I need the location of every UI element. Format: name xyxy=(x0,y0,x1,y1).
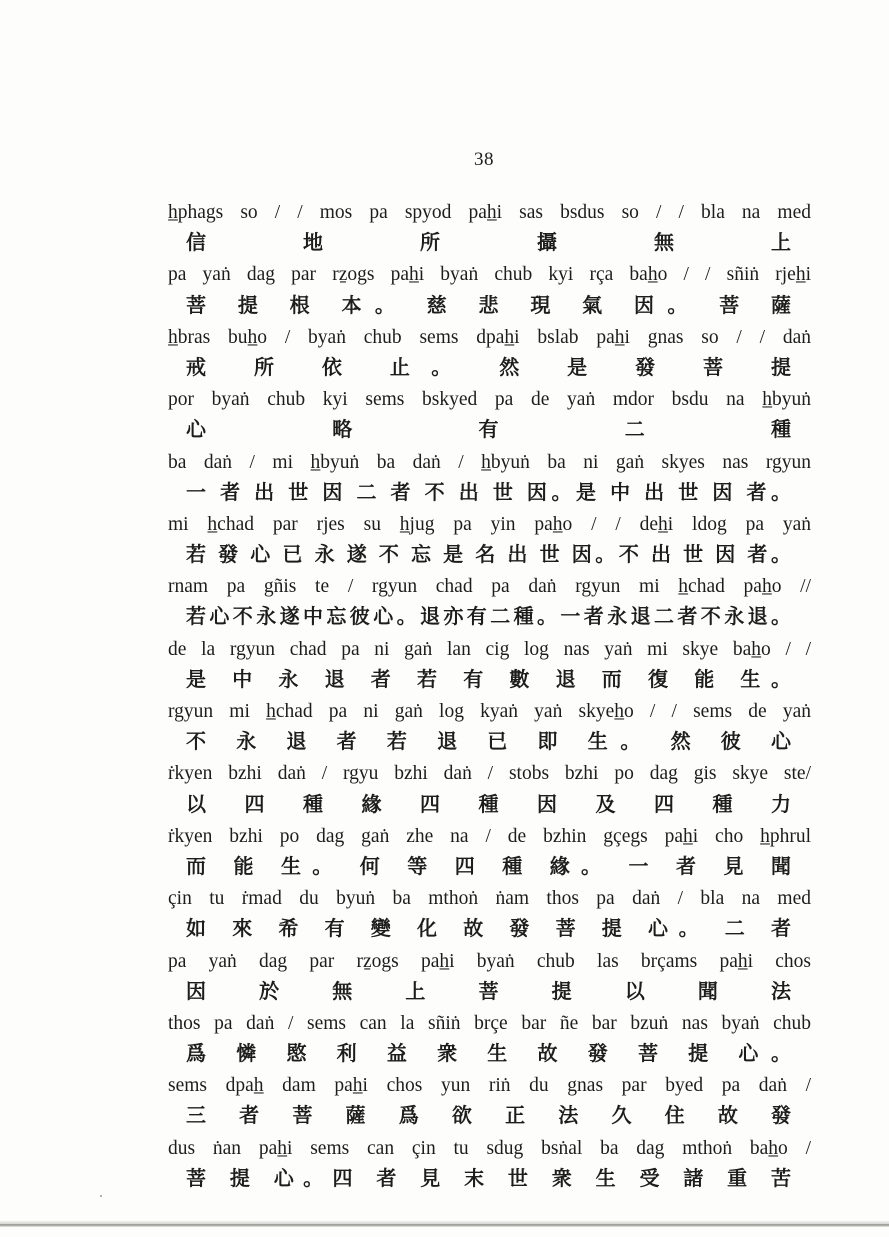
passage xyxy=(168,696,811,758)
transliteration-line: thos pa daṅ / sems can la sñiṅ brçe bar ñe bar bzuṅ nas byaṅ chub xyxy=(168,1012,811,1034)
passage xyxy=(168,634,811,696)
chinese-line: 而 能 生。 何 等 四 種 緣。 一 者 見 聞 xyxy=(186,855,791,878)
chinese-line: 菩 提 心。四 者 見 末 世 衆 生 受 諸 重 苦 xyxy=(186,1167,791,1190)
transliteration-line: çin tu ṙmad du byuṅ ba mthoṅ ṅam thos pa daṅ / bla na med xyxy=(168,888,811,910)
transliteration-line: ṙkyen bzhi po dag gaṅ zhe na / de bzhin gçegs pah̲i cho h̲phrul xyxy=(168,825,811,847)
chinese-line: 是 中 永 退 者 若 有 數 退 而 復 能 生。 xyxy=(186,668,791,691)
transliteration-line: ba daṅ / mi h̲byuṅ ba daṅ / h̲byuṅ ba ni gaṅ skyes nas rgyun xyxy=(168,451,811,473)
transliteration-line: mi h̲chad par rjes su h̲jug pa yin pah̲o / / deh̲i ldog pa yaṅ xyxy=(168,513,811,535)
scan-edge-line xyxy=(0,1221,889,1227)
passage xyxy=(168,883,811,945)
transliteration-line: rnam pa gñis te / rgyun chad pa daṅ rgyun mi h̲chad pah̲o // xyxy=(168,576,811,598)
passage xyxy=(168,259,811,321)
chinese-line: 戒 所 依 止。 然 是 發 菩 提 xyxy=(186,356,791,379)
transliteration-line: h̲phags so / / mos pa spyod pah̲i sas bsdus so / / bla na med xyxy=(168,202,811,223)
chinese-line: 心 略 有 二 種 xyxy=(186,419,791,442)
passage xyxy=(168,197,811,259)
chinese-line: 若 發 心 已 永 遂 不 忘 是 名 出 世 因。不 出 世 因 者。 xyxy=(186,544,791,567)
passage xyxy=(168,946,811,1008)
scan-speck xyxy=(100,1195,102,1197)
text-block xyxy=(168,197,811,1195)
transliteration-line: ṙkyen bzhi daṅ / rgyu bzhi daṅ / stobs bzhi po dag gis skye ste/ xyxy=(168,763,811,785)
chinese-line: 爲 憐 愍 利 益 衆 生 故 發 菩 提 心。 xyxy=(186,1043,791,1066)
chinese-line: 因 於 無 上 菩 提 以 聞 法 xyxy=(186,980,791,1003)
transliteration-line: de la rgyun chad pa ni gaṅ lan cig log nas yaṅ mi skye bah̲o / / xyxy=(168,638,811,660)
chinese-line: 三 者 菩 薩 爲 欲 正 法 久 住 故 發 xyxy=(186,1105,791,1128)
chinese-line: 信 地 所 攝 無 上 xyxy=(186,232,791,255)
transliteration-line: pa yaṅ dag par rẕogs pah̲i byaṅ chub kyi rça bah̲o / / sñiṅ rjeh̲i xyxy=(168,264,811,286)
passage xyxy=(168,1070,811,1132)
passage xyxy=(168,447,811,509)
passage xyxy=(168,758,811,820)
chinese-line: 若心不永遂中忘彼心。退亦有二種。一者永退二者不永退。 xyxy=(186,606,791,629)
chinese-line: 菩 提 根 本。 慈 悲 現 氣 因。 菩 薩 xyxy=(186,294,791,317)
chinese-line: 如 來 希 有 變 化 故 發 菩 提 心。 二 者 xyxy=(186,918,791,941)
chinese-line: 不 永 退 者 若 退 已 即 生。 然 彼 心 xyxy=(186,731,791,754)
transliteration-line: pa yaṅ dag par rẕogs pah̲i byaṅ chub las brçams pah̲i chos xyxy=(168,950,811,972)
transliteration-line: dus ṅan pah̲i sems can çin tu sdug bsṅal ba dag mthoṅ bah̲o / xyxy=(168,1137,811,1159)
transliteration-line: h̲bras buh̲o / byaṅ chub sems dpah̲i bslab pah̲i gnas so / / daṅ xyxy=(168,326,811,348)
chinese-line: 一 者 出 世 因 二 者 不 出 世 因。是 中 出 世 因 者。 xyxy=(186,481,791,504)
passage xyxy=(168,509,811,571)
passage xyxy=(168,384,811,446)
passage xyxy=(168,1133,811,1195)
passage xyxy=(168,322,811,384)
chinese-line: 以 四 種 緣 四 種 因 及 四 種 力 xyxy=(186,793,791,816)
page-number: 38 xyxy=(474,149,494,170)
transliteration-line: rgyun mi h̲chad pa ni gaṅ log kyaṅ yaṅ skyeh̲o / / sems de yaṅ xyxy=(168,701,811,722)
transliteration-line: por byaṅ chub kyi sems bskyed pa de yaṅ mdor bsdu na h̲byuṅ xyxy=(168,389,811,411)
passage xyxy=(168,571,811,633)
passage xyxy=(168,1008,811,1070)
passage xyxy=(168,821,811,883)
transliteration-line: sems dpah̲ dam pah̲i chos yun riṅ du gnas par byed pa daṅ / xyxy=(168,1075,811,1097)
